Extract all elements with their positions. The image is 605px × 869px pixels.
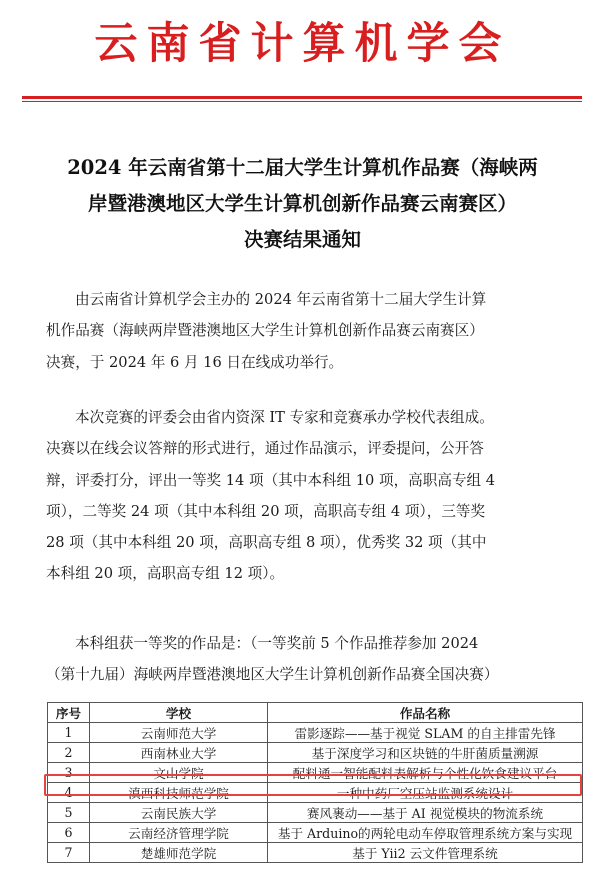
paragraph-line: 本次竞赛的评委会由省内资深 IT 专家和竞赛承办学校代表组成。 — [75, 409, 494, 426]
header-rule-thin — [22, 101, 582, 102]
title-line-3: 决赛结果通知 — [243, 228, 361, 251]
row-school: 滇西科技师范学院 — [90, 783, 268, 803]
paragraph-line: 项），二等奖 24 项（其中本科组 20 项，高职高专组 4 项），三等奖 — [46, 502, 486, 520]
paragraph-line: 28 项（其中本科组 20 项，高职高专组 8 项），优秀奖 32 项（其中 — [46, 534, 487, 552]
row-school: 西南林业大学 — [90, 743, 268, 763]
table-row — [48, 743, 583, 763]
paragraph-line: 决赛以在线会议答辩的形式进行，通过作品演示，评委提问，公开答 — [46, 440, 484, 458]
header-rule-thick — [22, 96, 582, 99]
row-work-title: 一种中药厂空压站监测系统设计 — [268, 783, 583, 803]
row-work-title: 赛风裹动——基于 AI 视觉模块的物流系统 — [268, 803, 583, 823]
table-row — [48, 843, 583, 863]
row-index: 7 — [48, 843, 90, 863]
paragraph-line: 本科组获一等奖的作品是：（一等奖前 5 个作品推荐参加 2024 — [75, 635, 479, 652]
paragraph-line: （第十九届）海峡两岸暨港澳地区大学生计算机创新作品赛全国决赛） — [46, 666, 499, 684]
header-index: 序号 — [48, 703, 90, 723]
row-school: 楚雄师范学院 — [90, 843, 268, 863]
paragraph-line: 决赛，于 2024 年 6 月 16 日在线成功举行。 — [46, 353, 344, 371]
paragraph-line: 由云南省计算机学会主办的 2024 年云南省第十二届大学生计算 — [75, 291, 487, 308]
paragraph-line: 辩，评委打分，评出一等奖 14 项（其中本科组 10 项，高职高专组 4 — [46, 471, 496, 489]
row-school: 云南师范大学 — [90, 723, 268, 743]
header-work-title: 作品名称 — [268, 703, 583, 723]
title-line-1: 2024 年云南省第十二届大学生计算机作品赛（海峡两 — [67, 156, 538, 179]
org-name-header: 云南省计算机学会 — [94, 19, 511, 69]
row-index: 5 — [48, 803, 90, 823]
row-school: 云南民族大学 — [90, 803, 268, 823]
paragraph-3 — [46, 628, 562, 691]
row-highlight-box — [44, 774, 582, 796]
notice-title — [30, 150, 575, 258]
table-row — [48, 723, 583, 743]
paragraph-2 — [46, 402, 562, 590]
paragraph-1 — [46, 284, 562, 378]
row-index: 2 — [48, 743, 90, 763]
row-work-title: 基于深度学习和区块链的牛肝菌质量溯源 — [268, 743, 583, 763]
table-row — [48, 823, 583, 843]
row-work-title: 基于 Yii2 云文件管理系统 — [268, 843, 583, 863]
row-index: 4 — [48, 783, 90, 803]
title-line-2: 岸暨港澳地区大学生计算机创新作品赛云南赛区） — [87, 192, 517, 215]
table-row — [48, 803, 583, 823]
header-school: 学校 — [90, 703, 268, 723]
row-school: 文山学院 — [90, 763, 268, 783]
paragraph-line: 机作品赛（海峡两岸暨港澳地区大学生计算机创新作品赛云南赛区） — [46, 322, 484, 340]
row-school: 云南经济管理学院 — [90, 823, 268, 843]
row-index: 6 — [48, 823, 90, 843]
row-work-title: 雷影逐踪——基于视觉 SLAM 的自主排雷先锋 — [268, 723, 583, 743]
table-header-row — [48, 703, 583, 723]
paragraph-line: 本科组 20 项，高职高专组 12 项）。 — [46, 565, 285, 583]
row-index: 1 — [48, 723, 90, 743]
row-work-title: 基于 Arduino的两轮电动车停取管理系统方案与实现 — [268, 823, 583, 843]
row-work-title: 配料通一智能配料表解析与个性化饮食建议平台 — [268, 763, 583, 783]
row-index: 3 — [48, 763, 90, 783]
